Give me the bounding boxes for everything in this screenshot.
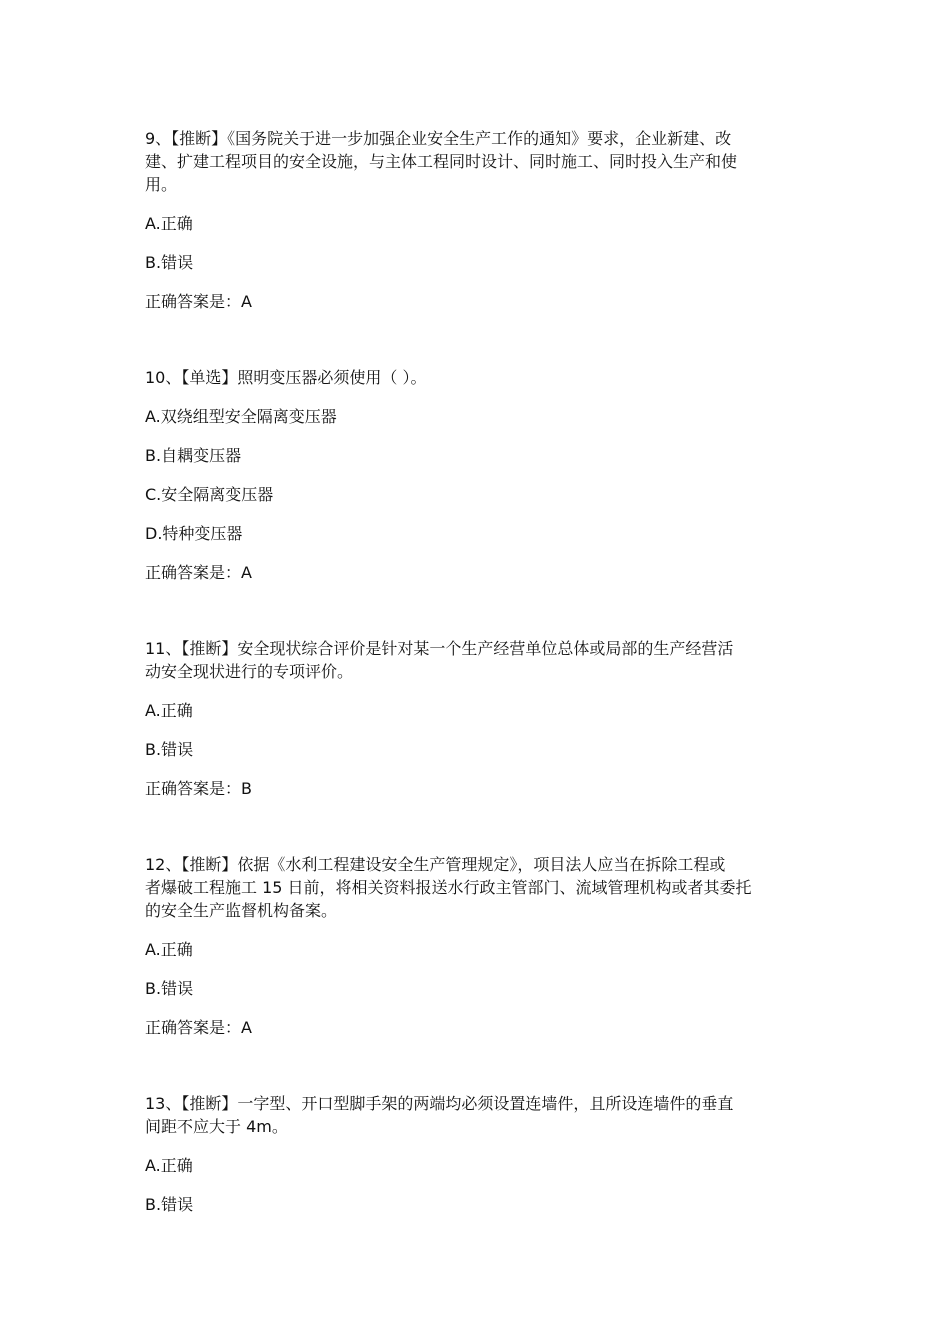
option-d: D.特种变压器 [145,524,243,543]
option-a: A.双绕组型安全隔离变压器 [145,407,337,426]
question-stem-line: 间距不应大于 4m。 [145,1117,288,1136]
question-stem-line: 11、【推断】安全现状综合评价是针对某一个生产经营单位总体或局部的生产经营活 [145,639,734,658]
answer-line: 正确答案是：B [145,779,252,798]
question-stem-line: 用。 [145,175,178,194]
option-b: B.自耦变压器 [145,446,242,465]
answer-line: 正确答案是：A [145,563,252,582]
question-stem-line: 的安全生产监督机构备案。 [145,901,338,920]
question-stem-line: 13、【推断】一字型、开口型脚手架的两端均必须设置连墙件，且所设连墙件的垂直 [145,1094,734,1113]
answer-line: 正确答案是：A [145,1018,252,1037]
answer-line: 正确答案是：A [145,292,252,311]
question-stem-line: 建、扩建工程项目的安全设施，与主体工程同时设计、同时施工、同时投入生产和使 [145,152,738,171]
question-stem-line: 者爆破工程施工 15 日前，将相关资料报送水行政主管部门、流域管理机构或者其委托 [145,878,752,897]
question-stem-line: 动安全现状进行的专项评价。 [145,662,354,681]
option-a: A.正确 [145,940,193,959]
question-stem-line: 12、【推断】依据《水利工程建设安全生产管理规定》，项目法人应当在拆除工程或 [145,855,726,874]
option-a: A.正确 [145,701,193,720]
option-b: B.错误 [145,740,194,759]
option-a: A.正确 [145,214,193,233]
option-b: B.错误 [145,1195,194,1214]
option-b: B.错误 [145,979,194,998]
question-stem-line: 9、【推断】《国务院关于进一步加强企业安全生产工作的通知》要求，企业新建、改 [145,129,732,148]
question-stem-line: 10、【单选】照明变压器必须使用（ ）。 [145,368,427,387]
option-b: B.错误 [145,253,194,272]
option-a: A.正确 [145,1156,193,1175]
option-c: C.安全隔离变压器 [145,485,274,504]
